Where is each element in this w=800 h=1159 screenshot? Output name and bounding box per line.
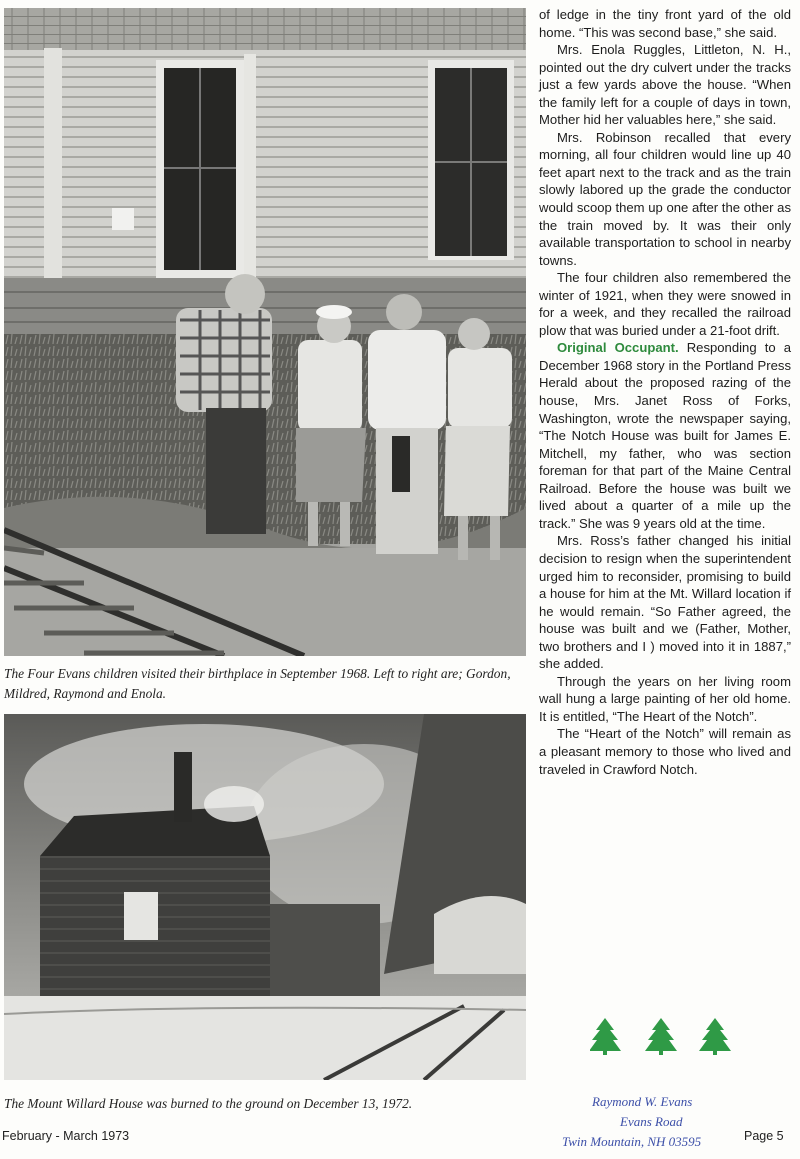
paragraph-text: The four children also remembered the winter of 1921, when they were snowed in for a week, and they recalled the railroad plow that was buried under a 21-foot drift. [539, 270, 791, 338]
article-paragraph [539, 339, 791, 532]
paragraph-text: The “Heart of the Notch” will remain as a pleasant memory to those who lived and traveled in Crawford Notch. [539, 726, 791, 777]
photo-house-fire [4, 714, 526, 1080]
photo-house-fire-image [4, 714, 526, 1080]
paragraph-text: Mrs. Robinson recalled that every morning, all four children would line up 40 feet apart next to the track and as the train slowly labored up the grade the conductor would scoop them up one after the other as the train moved by. It was their only available transportation to school in nearby towns. [539, 129, 791, 268]
paragraph-text: Mrs. Enola Ruggles, Littleton, N. H., pointed out the dry culvert under the tracks just a few yards above the house. “When the family left for a couple of days in town, Mother hid her valuables here,” she said. [539, 42, 791, 128]
photo-evans-children-image [4, 8, 526, 656]
photo-evans-children [4, 8, 526, 656]
address-city: Twin Mountain, NH 03595 [562, 1134, 702, 1149]
photo-house-fire-caption: The Mount Willard House was burned to the ground on December 13, 1972. [4, 1096, 413, 1111]
article-column [539, 6, 791, 778]
address-name: Raymond W. Evans [592, 1094, 693, 1109]
paragraph-text: of ledge in the tiny front yard of the old home. “This was second base,” she said. [539, 7, 791, 40]
address-street: Evans Road [620, 1114, 683, 1129]
article-paragraph [539, 673, 791, 726]
article-paragraph [539, 725, 791, 778]
subhead-original-occupant: Original Occupant. [557, 340, 679, 356]
paragraph-text: Responding to a December 1968 story in the Portland Press Herald about the proposed razing of the house, Mrs. Janet Ross of Forks, Washington, wrote the newspaper saying, “The Notch House was built for James E. Mitchell, my father, who was section foreman for that part of the Maine Central Railroad. Before the house was built we lived about a quarter of a mile up the track.” She was 9 years old at the time. [539, 340, 791, 531]
article-paragraph [539, 532, 791, 672]
footer-date: February - March 1973 [2, 1129, 130, 1143]
handwritten-address [560, 1092, 760, 1152]
article-paragraph [539, 129, 791, 269]
person-raymond [368, 294, 446, 554]
page-number: Page 5 [744, 1129, 784, 1143]
pine-tree-icons [590, 1018, 740, 1056]
article-paragraph [539, 6, 791, 41]
pine-tree-icon [645, 1018, 677, 1055]
article-paragraph [539, 269, 791, 339]
pine-tree-icon [699, 1018, 731, 1055]
photo-evans-children-caption: The Four Evans children visited their birthplace in September 1968. Left to right are; Gordon, Mildred, Raymond and Enola. [4, 666, 511, 701]
paragraph-text: Mrs. Ross’s father changed his initial decision to resign when the superintendent urged him to reconsider, promising to build a house for him at the Mt. Willard location if he would remain. “So Father agreed, the house was built and we (Father, Mother, two brothers and I ) moved into it in 1887,” she added. [539, 533, 791, 672]
pine-tree-icon [590, 1018, 621, 1055]
paragraph-text: Through the years on her living room wall hung a large painting of her old home. It is entitled, “The Heart of the Notch”. [539, 673, 791, 724]
article-paragraph [539, 41, 791, 129]
